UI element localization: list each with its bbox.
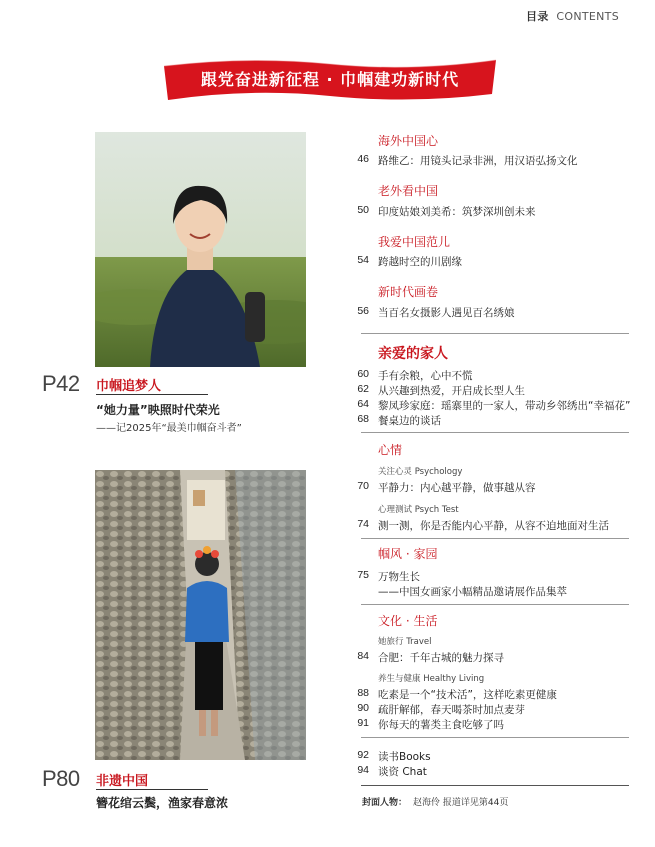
toc-page-number: 50 bbox=[357, 204, 369, 216]
toc-page-number: 68 bbox=[357, 413, 369, 425]
contents-label-en: CONTENTS bbox=[556, 10, 619, 23]
toc-page-number: 60 bbox=[357, 368, 369, 380]
toc-section-title: 海外中国心 bbox=[378, 134, 439, 148]
toc-entry[interactable]: 读书Books bbox=[378, 751, 431, 763]
toc-entry[interactable]: 从兴趣到热爱，开启成长型人生 bbox=[378, 385, 525, 397]
toc-subsection-label: 心理测试 Psych Test bbox=[378, 505, 459, 515]
toc-entry[interactable]: 餐桌边的谈话 bbox=[378, 415, 441, 427]
toc-subsection-label: 关注心灵 Psychology bbox=[378, 467, 463, 477]
section-divider bbox=[361, 333, 629, 334]
cover-note bbox=[362, 795, 508, 808]
feature-subtitle: ——记2025年“最美巾帼奋斗者” bbox=[96, 423, 242, 434]
cover-figure-photo bbox=[95, 132, 306, 367]
toc-page-number: 75 bbox=[357, 569, 369, 581]
alley-photo bbox=[95, 470, 306, 760]
toc-section-title: 亲爱的家人 bbox=[378, 346, 448, 362]
toc-section-title: 帼风 · 家园 bbox=[378, 547, 438, 561]
toc-subsection-label: 她旅行 Travel bbox=[378, 637, 432, 647]
banner-text: 跟党奋进新征程 · 巾帼建功新时代 bbox=[200, 70, 460, 89]
toc-entry[interactable]: 测一测，你是否能内心平静，从容不迫地面对生活 bbox=[378, 520, 609, 532]
section-divider bbox=[361, 538, 629, 539]
toc-entry[interactable]: 印度姑娘刘美希：筑梦深圳创未来 bbox=[378, 206, 536, 218]
toc-entry[interactable]: 合肥：千年古城的魅力探寻 bbox=[378, 652, 504, 664]
feature-page-number: P80 bbox=[42, 766, 80, 791]
toc-entry[interactable]: 当百名女摄影人遇见百名绣娘 bbox=[378, 307, 515, 319]
cover-note-label: 封面人物： bbox=[362, 798, 408, 808]
toc-section-title: 我爱中国范儿 bbox=[378, 235, 451, 249]
feature-section-title: 巾帼追梦人 bbox=[96, 379, 162, 394]
toc-page-number: 74 bbox=[357, 518, 369, 530]
toc-entry[interactable]: 路维乙：用镜头记录非洲，用汉语弘扬文化 bbox=[378, 155, 578, 167]
feature-title: 簪花绾云鬓，渔家春意浓 bbox=[96, 796, 229, 810]
toc-entry[interactable]: 你每天的薯类主食吃够了吗 bbox=[378, 719, 504, 731]
feature-underline bbox=[96, 789, 208, 790]
toc-page-number: 88 bbox=[357, 687, 369, 699]
section-divider bbox=[361, 737, 629, 738]
section-divider bbox=[361, 604, 629, 605]
toc-page-number: 84 bbox=[357, 650, 369, 662]
toc-section-title: 老外看中国 bbox=[378, 184, 439, 198]
feature-underline bbox=[96, 394, 208, 395]
feature-page-number: P42 bbox=[42, 371, 80, 396]
contents-header bbox=[526, 8, 619, 24]
section-divider bbox=[361, 432, 629, 433]
bottom-divider bbox=[361, 785, 629, 786]
toc-section-title: 新时代画卷 bbox=[378, 285, 439, 299]
toc-entry[interactable]: 平静力：内心越平静，做事越从容 bbox=[378, 482, 536, 494]
toc-page-number: 64 bbox=[357, 398, 369, 410]
toc-entry[interactable]: 吃素是一个“技术活”，这样吃素更健康 bbox=[378, 689, 557, 701]
toc-page-number: 90 bbox=[357, 702, 369, 714]
toc-page-number: 46 bbox=[357, 153, 369, 165]
toc-page-number: 92 bbox=[357, 749, 369, 761]
toc-page-number: 94 bbox=[357, 764, 369, 776]
toc-entry[interactable]: 跨越时空的川剧缘 bbox=[378, 256, 462, 268]
toc-section-title: 心情 bbox=[378, 443, 403, 457]
contents-label-cn: 目录 bbox=[526, 10, 549, 23]
toc-page-number: 70 bbox=[357, 480, 369, 492]
toc-page-number: 56 bbox=[357, 305, 369, 317]
toc-entry[interactable]: 万物生长 bbox=[378, 571, 420, 583]
toc-entry[interactable]: 谈资 Chat bbox=[378, 766, 427, 778]
toc-entry[interactable]: 黎凤珍家庭：瑶寨里的一家人，带动乡邻绣出“幸福花” bbox=[378, 400, 631, 412]
cover-note-text: 赵海伶 报道详见第44页 bbox=[413, 798, 509, 808]
toc-section-title: 文化 · 生活 bbox=[378, 614, 438, 628]
toc-page-number: 62 bbox=[357, 383, 369, 395]
toc-entry[interactable]: 手有余粮，心中不慌 bbox=[378, 370, 473, 382]
toc-page-number: 91 bbox=[357, 717, 369, 729]
feature-section-title: 非遗中国 bbox=[96, 774, 149, 789]
feature-title: “她力量”映照时代荣光 bbox=[96, 403, 220, 417]
toc-entry-continuation: ——中国女画家小幅精品邀请展作品集萃 bbox=[378, 586, 567, 598]
theme-banner bbox=[160, 56, 500, 104]
toc-entry[interactable]: 疏肝解郁，春天喝茶时加点麦芽 bbox=[378, 704, 525, 716]
toc-page-number: 54 bbox=[357, 254, 369, 266]
toc-subsection-label: 养生与健康 Healthy Living bbox=[378, 674, 485, 684]
